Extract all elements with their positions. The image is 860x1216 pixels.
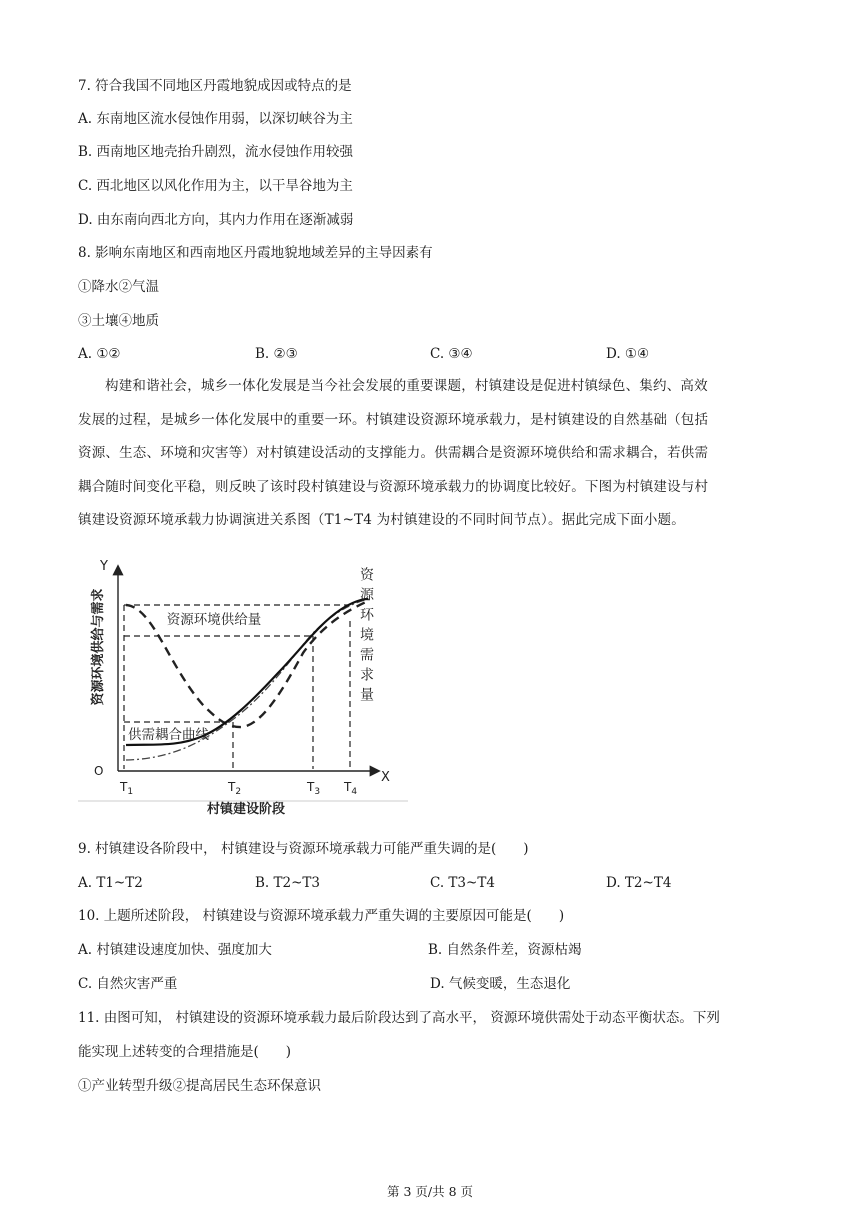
coordination-diagram [78,555,414,817]
tick-t2: $T_2$ [228,780,242,797]
q10-option-c: C. 自然灾害严重 [78,976,178,992]
q11-stem-line-2: 能实现上述转变的合理措施是( ) [78,1044,292,1060]
q8-item-2: ③土壤④地质 [78,313,159,329]
q8-option-a: A. ①② [78,346,121,362]
tick-t3: $T_3$ [307,780,321,797]
q8-item-1: ①降水②气温 [78,279,159,295]
y-axis-letter: Y [100,559,108,574]
passage [78,370,786,538]
x-axis-title: 村镇建设阶段 [206,802,286,817]
passage-line: 耦合随时间变化平稳，则反映了该时段村镇建设与资源环境承载力的协调度比较好。下图为村镇建设与村 [78,478,709,495]
q7-option-d: D. 由东南向西北方向，其内力作用在逐渐减弱 [78,212,354,228]
q11-stem-line-1: 11. 由图可知， 村镇建设的资源环境承载力最后阶段达到了高水平， 资源环境供需处于动态平衡状态。下列 [78,1010,720,1026]
coupling-label: 供需耦合曲线 [128,727,209,743]
origin-label: O [94,764,104,778]
page-number: 第 3 页/共 8 页 [386,1184,473,1199]
q7-stem: 7. 符合我国不同地区丹霞地貌成因或特点的是 [78,78,352,94]
passage-line: 资源、生态、环境和灾害等）对村镇建设活动的支撑能力。供需耦合是资源环境供给和需求耦合，若供需 [78,445,709,461]
q10-option-a: A. 村镇建设速度加快、强度加大 [78,942,272,958]
q10-option-b: B. 自然条件差，资源枯竭 [428,942,582,958]
tick-t4: $T_4$ [344,780,358,797]
q10-stem: 10. 上题所述阶段， 村镇建设与资源环境承载力严重失调的主要原因可能是( ) [78,908,565,924]
q9-option-b: B. T2~T3 [255,875,321,891]
q7-option-b: B. 西南地区地壳抬升剧烈，流水侵蚀作用较强 [78,144,354,160]
y-axis-title: 资源环境供给与需求 [91,588,106,706]
q7-option-c: C. 西北地区以风化作用为主，以干旱谷地为主 [78,178,353,194]
q9-stem: 9. 村镇建设各阶段中， 村镇建设与资源环境承载力可能严重失调的是( ) [78,841,529,857]
passage-line: 构建和谐社会，城乡一体化发展是当今社会发展的重要课题，村镇建设是促进村镇绿色、集约、高效 [105,378,708,394]
q9-option-c: C. T3~T4 [430,875,495,891]
q9-option-a: A. T1~T2 [78,875,143,891]
demand-label: 资源环境需求量 [358,567,374,707]
q7-option-a: A. 东南地区流水侵蚀作用弱，以深切峡谷为主 [78,111,353,127]
supply-label: 资源环境供给量 [166,612,262,628]
x-axis-letter: X [381,770,390,785]
q10-option-d: D. 气候变暖，生态退化 [430,976,571,992]
q8-stem: 8. 影响东南地区和西南地区丹霞地貌地域差异的主导因素有 [78,245,433,261]
q8-option-b: B. ②③ [255,346,298,362]
passage-line: 镇建设资源环境承载力协调演进关系图（T1~T4 为村镇建设的不同时间节点）。据此完成下面小题。 [78,512,685,528]
q11-item-1: ①产业转型升级②提高居民生态环保意识 [78,1078,321,1094]
passage-line: 发展的过程，是城乡一体化发展中的重要一环。村镇建设资源环境承载力，是村镇建设的自然基础（包括 [78,411,709,428]
tick-t1: $T_1$ [120,780,134,797]
q9-option-d: D. T2~T4 [606,875,672,891]
q8-option-c: C. ③④ [430,346,473,362]
q8-option-d: D. ①④ [606,346,650,362]
